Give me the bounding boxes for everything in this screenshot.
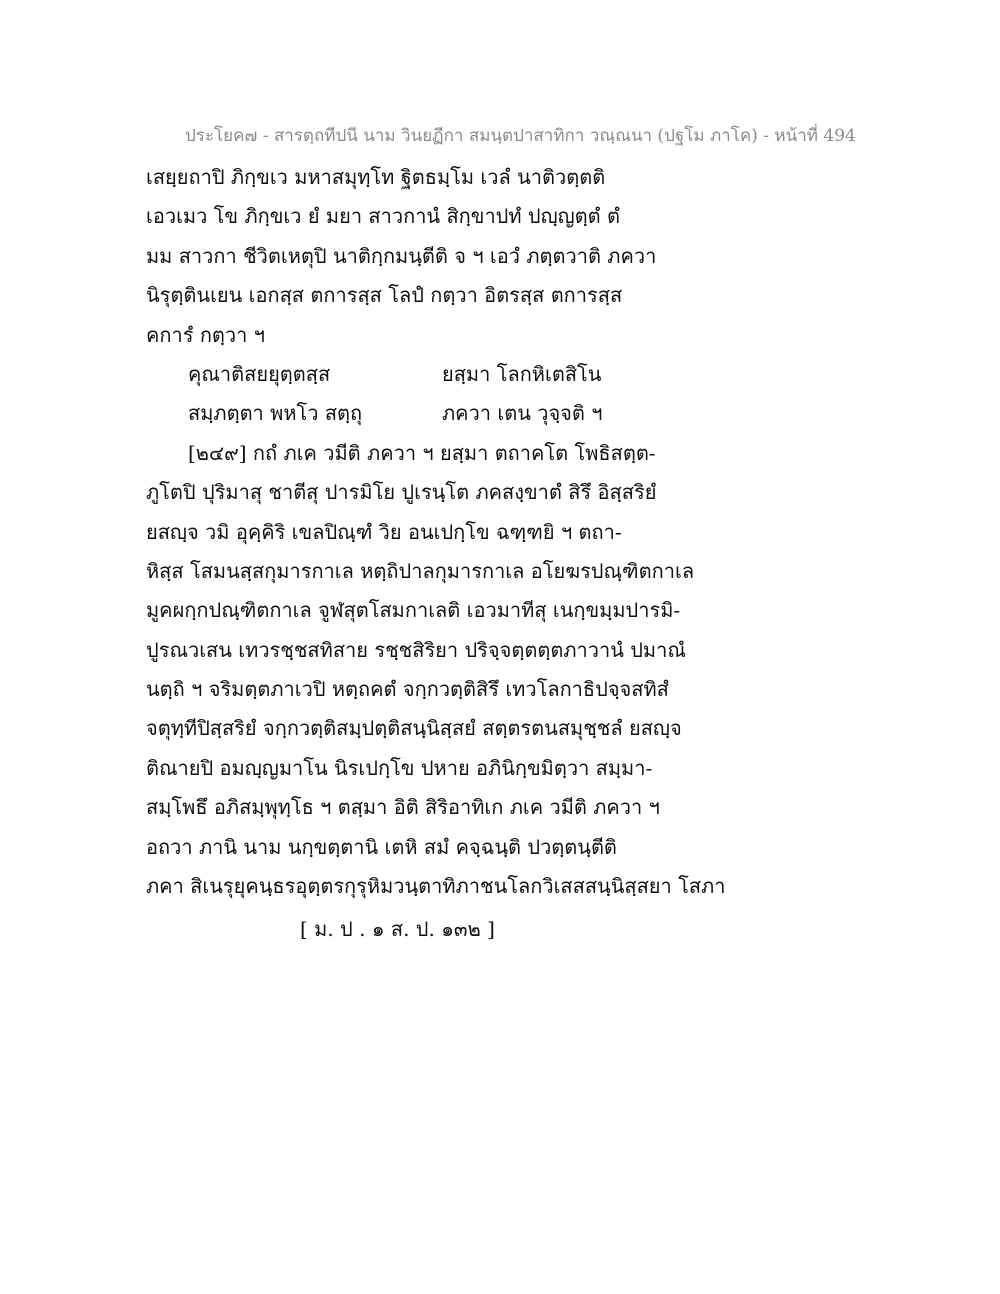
text-line: หิสฺส โสมนสฺสกุมารกาเล หตฺถิปาลกุมารกาเล อโยฆรปณฺฑิตกาเล	[146, 558, 695, 583]
verse-first-half: คุณาติสยยุตฺตสฺส	[188, 361, 331, 386]
text-line: ปูรณวเสน เทวรชฺชสทิสาย รชฺชสิริยา ปริจฺจตฺตตฺตภาวานํ ปมาณํ	[146, 637, 686, 662]
paragraph-1	[146, 158, 846, 355]
page-reference: [ ม. ป . ๑ ส. ป. ๑๓๒ ]	[300, 917, 495, 941]
text-line: อถวา ภานิ นาม นกฺขตฺตานิ เตหิ สมํ คจฺฉนฺติ ปวตฺตนฺตีติ	[146, 834, 617, 859]
verse-second-half: ภควา เตน วุจฺจติ ฯ	[442, 401, 603, 426]
text-line: จตุทฺทีปิสฺสริยํ จกฺกวตฺติสมฺปตฺติสนฺนิสฺสยํ สตฺตรตนสมุชฺชลํ ยสญฺจ	[146, 716, 682, 741]
verse-line	[146, 355, 846, 394]
text-line: ภูโตปิ ปุริมาสุ ชาตีสุ ปารมิโย ปูเรนฺโต ภคสงฺขาตํ สิรึ อิสฺสริยํ	[146, 480, 657, 505]
text-line: มม สาวกา ชีวิตเหตุปิ นาติกฺกมนฺตีติ จ ฯ เอวํ ภตฺตวาติ ภควา	[146, 243, 657, 268]
text-line: ภคา สิเนรุยุคนฺธรอุตฺตรกุรุหิมวนฺตาทิภาชนโลกวิเสสสนฺนิสฺสยา โสภา	[146, 874, 726, 899]
text-line: นิรุตฺตินเยน เอกสฺส ตการสฺส โลปํ กตฺวา อิตรสฺส ตการสฺส	[146, 283, 623, 308]
text-line: ติณายปิ อมญฺญมาโน นิรเปกฺโข ปหาย อภินิกฺขมิตฺวา สมฺมา-	[146, 755, 653, 780]
text-line: [๒๔๙] กถํ ภเค วมีติ ภควา ฯ ยสฺมา ตถาคโต โพธิสตฺต-	[188, 440, 656, 465]
paragraph-2	[146, 434, 846, 907]
verse-line	[146, 394, 846, 433]
text-line: คการํ กตฺวา ฯ	[146, 322, 265, 347]
text-line: นตฺถิ ฯ จริมตฺตภาเวปิ หตฺถคตํ จกฺกวตฺติสิรึ เทวโลกาธิปจฺจสทิสํ	[146, 677, 669, 702]
text-line: ยสญฺจ วมิ อุคฺคิริ เขลปิณฺฑํ วิย อนเปกฺโข ฉฑฺฑยิ ฯ ตถา-	[146, 519, 622, 544]
text-line: เสยฺยถาปิ ภิกฺขเว มหาสมุทฺโท ฐิตธมฺโม เวลํ นาติวตฺตติ	[146, 165, 606, 189]
verse-second-half: ยสฺมา โลกหิเตสิโน	[442, 361, 602, 386]
page-header: ประโยค๗ - สารตฺถทีปนี นาม วินยฏีกา สมนฺตปาสาทิกา วณฺณนา (ปฐโม ภาโค) - หน้าที่ 494	[185, 126, 856, 146]
verse-first-half: สมฺภตฺตา พหโว สตฺถุ	[188, 401, 363, 426]
text-line: มูคผกฺกปณฺฑิตกาเล จูฬสุตโสมกาเลติ เอวมาทีสุ เนกฺขมฺมปารมิ-	[146, 598, 681, 623]
verse-block	[146, 355, 846, 434]
body-text	[146, 158, 846, 906]
text-line: สมฺโพธึ อภิสมฺพุทฺโธ ฯ ตสฺมา อิติ สิริอาทิเก ภเค วมีติ ภควา ฯ	[146, 795, 660, 820]
text-line: เอวเมว โข ภิกฺขเว ยํ มยา สาวกานํ สิกฺขาปทํ ปญฺญตฺตํ ตํ	[146, 204, 621, 229]
